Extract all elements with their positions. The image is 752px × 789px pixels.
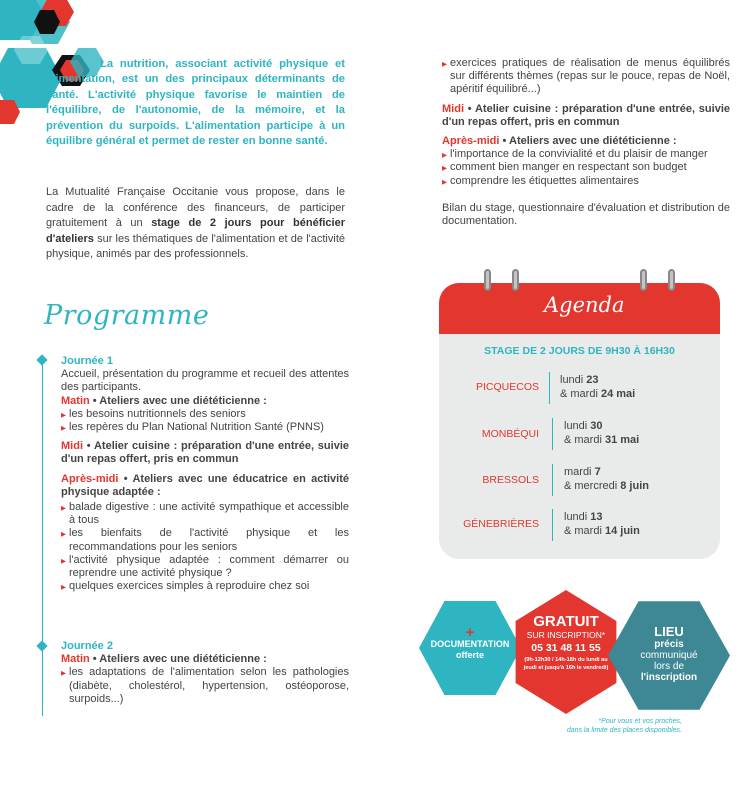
day2-apres-midi <box>442 135 730 148</box>
list-item: ▶ l'activité physique adaptée : comment démarrer ou reprendre une activité physique ? <box>61 554 349 580</box>
date-bold: 7 <box>594 466 601 478</box>
lieu-label: LIEU <box>654 624 684 639</box>
day2-matin-list <box>61 666 349 706</box>
day1-title: Journée 1 <box>61 355 113 367</box>
matin-label: Matin <box>61 653 90 666</box>
day2-matin <box>61 653 349 666</box>
calendar-ring-icon <box>484 269 491 291</box>
list-item: ▶ balade digestive : une activité sympathique et accessible à tous <box>61 501 349 527</box>
apres-midi-label: Après-midi <box>61 472 119 485</box>
midi-label: Midi <box>61 440 83 453</box>
phone-number: 05 31 48 11 55 <box>531 642 601 654</box>
para2-bold: stage de 2 jours pour bénéficier d'ateliers <box>46 217 345 245</box>
date-bold: 30 <box>590 420 603 432</box>
list-item: ▶ exercices pratiques de réalisation de menus équilibrés sur différents thèmes (repas sur le pouce, repas de Noël, apéritif équilibré...) <box>442 57 730 97</box>
matin-text: • Ateliers avec une diététicienne : <box>89 394 267 407</box>
midi-text: • Atelier cuisine : préparation d'une entrée, suivie d'un repas offert, pris en commun <box>442 102 730 128</box>
apres-midi-label: Après-midi <box>442 135 500 148</box>
timeline-line-2 <box>42 646 43 716</box>
footnote-line: dans la limite des places disponibles. <box>566 727 682 734</box>
town-genebrieres: GÉNEBRIÈRES <box>463 518 539 530</box>
separator <box>552 418 553 450</box>
list-item: ▶ les adaptations de l'alimentation selon les pathologies (diabète, cholestérol, hypertension, ostéoporose, surpoids...) <box>61 666 349 706</box>
presentation-paragraph <box>46 185 345 263</box>
day2-cont-list <box>442 57 730 97</box>
stage-hours: STAGE DE 2 JOURS DE 9H30 À 16H30 <box>484 345 675 357</box>
hours-text: (9h-12h30 / 14h-18h du lundi au jeudi et jusqu'à 16h le vendredi) <box>523 657 609 671</box>
calendar-ring-icon <box>668 269 675 291</box>
list-item: ▶ les besoins nutritionnels des seniors <box>61 408 349 421</box>
timeline-marker-day2 <box>36 640 47 651</box>
day2-am-list <box>442 148 730 188</box>
date-bold: 14 juin <box>604 524 640 537</box>
dates-bressols <box>564 466 649 493</box>
para2-part-c: sur les thématiques de l'alimentation et de l'activité physique, animés par des professionnels. <box>46 232 345 260</box>
separator <box>549 372 550 404</box>
list-item: ▶ quelques exercices simples à reproduire chez soi <box>61 580 349 593</box>
apres-midi-text: • Ateliers avec une diététicienne : <box>499 135 677 148</box>
date-text: & mardi <box>564 524 605 537</box>
documentation-badge-text <box>419 624 521 661</box>
date-bold: 8 juin <box>620 479 649 492</box>
day1-matin <box>61 395 349 408</box>
separator <box>552 464 553 496</box>
intro-paragraph: La nutrition, associant activité physique et alimentation, est un des principaux déterminants de santé. L'activité physique favorise le maintien de l'équilibre, de l'autonomie, de la mémoire, et la prévention du surpoids. L'alimentation participe à un équilibre général et permet de rester en bonne santé. <box>46 58 345 148</box>
programme-title: Programme <box>44 300 210 331</box>
day2-continued <box>442 57 730 228</box>
day1-intro: Accueil, présentation du programme et recueil des attentes des participants. <box>61 368 349 394</box>
date-bold: 13 <box>590 511 603 523</box>
doc-line1: DOCUMENTATION <box>430 639 510 649</box>
midi-text: • Atelier cuisine : préparation d'une entrée, suivie d'un repas offert, pris en commun <box>61 440 349 466</box>
day2-midi <box>442 103 730 129</box>
town-bressols: BRESSOLS <box>482 474 539 486</box>
date-text: lundi <box>564 420 591 432</box>
plus-icon: + <box>465 624 475 641</box>
date-text: lundi <box>564 511 591 523</box>
day1-apres-midi <box>61 473 349 499</box>
date-bold: 31 mai <box>604 433 640 446</box>
timeline-line-1 <box>42 360 43 650</box>
day1-block <box>61 355 349 593</box>
dates-monbequi <box>564 420 639 447</box>
date-text: lundi <box>560 374 587 386</box>
day2-title: Journée 2 <box>61 640 113 652</box>
timeline-marker-day1 <box>36 354 47 365</box>
date-bold: 24 mai <box>600 387 636 400</box>
lieu-line: communiqué <box>640 650 698 661</box>
agenda-title: Agenda <box>544 293 625 317</box>
bilan-text: Bilan du stage, questionnaire d'évaluation et distribution de documentation. <box>442 201 730 228</box>
doc-line2: offerte <box>455 650 484 660</box>
matin-text: • Ateliers avec une diététicienne : <box>89 653 267 666</box>
date-text: & mercredi <box>564 479 621 492</box>
town-monbequi: MONBÉQUI <box>481 428 539 440</box>
day1-am-list <box>61 501 349 593</box>
footnote <box>522 717 682 735</box>
date-text: mardi <box>564 466 595 478</box>
midi-label: Midi <box>442 102 464 115</box>
gratuit-label: GRATUIT <box>533 613 599 630</box>
lieu-line: l'inscription <box>640 672 698 683</box>
dates-genebrieres <box>564 511 640 538</box>
town-picquecos: PICQUECOS <box>475 381 539 393</box>
list-item: ▶ comment bien manger en respectant son budget <box>442 161 730 174</box>
para2-part-a: La Mutualité Française Occitanie vous propose, dans le cadre de la conférence des financeurs, de participer gratuitement à un <box>46 186 345 229</box>
lieu-line: précis <box>654 639 684 650</box>
day1-matin-list <box>61 408 349 434</box>
list-item: ▶ l'importance de la convivialité et du plaisir de manger <box>442 148 730 161</box>
sur-inscription: SUR INSCRIPTION* <box>526 630 606 640</box>
apres-midi-text: • Ateliers avec une éducatrice en activité physique adaptée : <box>61 472 349 498</box>
list-item: ▶ les bienfaits de l'activité physique et les recommandations pour les seniors <box>61 527 349 553</box>
lieu-line: lors de <box>653 661 684 672</box>
dates-picquecos <box>560 374 635 401</box>
calendar-ring-icon <box>640 269 647 291</box>
footnote-line: *Pour vous et vos proches, <box>598 718 682 725</box>
calendar-ring-icon <box>512 269 519 291</box>
date-text: & mardi <box>564 433 605 446</box>
day2-block <box>61 640 349 706</box>
separator <box>552 509 553 541</box>
gratuit-badge-text <box>512 614 620 672</box>
lieu-badge-text <box>608 624 730 683</box>
day1-midi <box>61 440 349 466</box>
list-item: ▶ les repères du Plan National Nutrition Santé (PNNS) <box>61 421 349 434</box>
list-item: ▶ comprendre les étiquettes alimentaires <box>442 175 730 188</box>
date-text: & mardi <box>560 387 601 400</box>
date-bold: 23 <box>586 374 599 386</box>
matin-label: Matin <box>61 394 90 407</box>
